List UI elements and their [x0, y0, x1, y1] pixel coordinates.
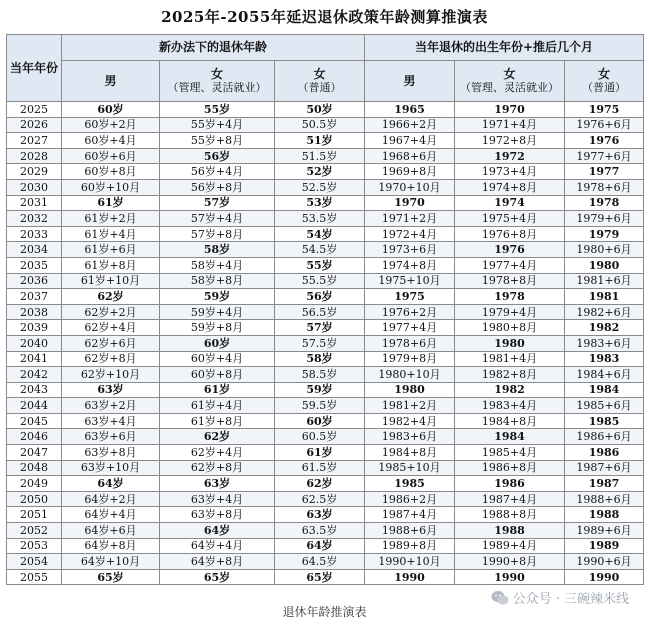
female-mgmt-age-cell: 56岁+4月 — [160, 164, 275, 180]
birth-female-mgmt-cell: 1988 — [455, 523, 565, 539]
female-normal-age-cell: 62岁 — [275, 476, 365, 492]
female-normal-header: 女 （普通） — [275, 61, 365, 102]
birth-female-normal-cell: 1984 — [565, 382, 644, 398]
female-mgmt-age-cell: 56岁 — [160, 148, 275, 164]
birth-male-cell: 1980+10月 — [365, 367, 455, 383]
female-normal-age-cell: 58岁 — [275, 351, 365, 367]
table-row — [7, 148, 644, 164]
birth-female-normal-cell: 1976+6月 — [565, 117, 644, 133]
table-row — [7, 257, 644, 273]
table-row — [7, 398, 644, 414]
birth-female-mgmt-cell: 1974 — [455, 195, 565, 211]
female-normal-age-cell: 54岁 — [275, 226, 365, 242]
birth-female-normal-cell: 1978+6月 — [565, 179, 644, 195]
table-row — [7, 351, 644, 367]
female-mgmt-age-cell: 57岁 — [160, 195, 275, 211]
birth-male-cell: 1971+2月 — [365, 211, 455, 227]
male-age-cell: 63岁+6月 — [62, 429, 160, 445]
female-mgmt-age-cell: 58岁+8月 — [160, 273, 275, 289]
birth-male-cell: 1985+10月 — [365, 460, 455, 476]
female-normal-age-cell: 63.5岁 — [275, 523, 365, 539]
birth-female-normal-cell: 1988 — [565, 507, 644, 523]
birth-female-mgmt-cell: 1971+4月 — [455, 117, 565, 133]
year-cell: 2037 — [7, 289, 62, 305]
birth-male-cell: 1973+6月 — [365, 242, 455, 258]
male-age-cell: 63岁 — [62, 382, 160, 398]
table-row — [7, 429, 644, 445]
male-age-cell: 63岁+4月 — [62, 413, 160, 429]
female-normal-age-cell: 51岁 — [275, 133, 365, 149]
female-mgmt-age-cell: 65岁 — [160, 569, 275, 585]
retirement-age-table — [6, 34, 644, 585]
male-age-cell: 61岁+8月 — [62, 257, 160, 273]
birth-female-mgmt-cell: 1972+8月 — [455, 133, 565, 149]
birth-female-mgmt-cell: 1985+4月 — [455, 445, 565, 461]
female-normal-age-cell: 54.5岁 — [275, 242, 365, 258]
female-normal-age-cell: 52岁 — [275, 164, 365, 180]
female-mgmt-age-cell: 64岁+4月 — [160, 538, 275, 554]
male-age-cell: 62岁+10月 — [62, 367, 160, 383]
female-mgmt-age-cell: 57岁+4月 — [160, 211, 275, 227]
birth-female-normal-cell: 1978 — [565, 195, 644, 211]
male-age-cell: 64岁+8月 — [62, 538, 160, 554]
female-mgmt-age-cell: 61岁+8月 — [160, 413, 275, 429]
female-normal-age-cell: 57岁 — [275, 320, 365, 336]
table-row — [7, 413, 644, 429]
male-age-cell: 62岁+8月 — [62, 351, 160, 367]
year-cell: 2033 — [7, 226, 62, 242]
female-mgmt-age-cell: 62岁+8月 — [160, 460, 275, 476]
new-retirement-age-header: 新办法下的退休年龄 — [62, 35, 365, 61]
table-row — [7, 476, 644, 492]
birth-female-normal-cell: 1983+6月 — [565, 335, 644, 351]
birth-female-normal-cell: 1980 — [565, 257, 644, 273]
female-mgmt-age-cell: 63岁+8月 — [160, 507, 275, 523]
female-mgmt-age-cell: 62岁 — [160, 429, 275, 445]
male-age-cell: 64岁+2月 — [62, 491, 160, 507]
birth-female-normal-cell: 1987+6月 — [565, 460, 644, 476]
female-mgmt-age-cell: 55岁 — [160, 102, 275, 118]
year-cell: 2044 — [7, 398, 62, 414]
female-normal-age-cell: 53.5岁 — [275, 211, 365, 227]
table-row — [7, 242, 644, 258]
table-row — [7, 367, 644, 383]
female-mgmt-age-cell: 64岁+8月 — [160, 554, 275, 570]
birth-female-mgmt-cell: 1982+8月 — [455, 367, 565, 383]
birth-female-normal-cell: 1977+6月 — [565, 148, 644, 164]
year-cell: 2025 — [7, 102, 62, 118]
year-cell: 2042 — [7, 367, 62, 383]
table-row — [7, 102, 644, 118]
year-cell: 2055 — [7, 569, 62, 585]
birth-female-mgmt-cell: 1987+4月 — [455, 491, 565, 507]
year-cell: 2052 — [7, 523, 62, 539]
female-normal-age-cell: 50岁 — [275, 102, 365, 118]
year-cell: 2040 — [7, 335, 62, 351]
male-age-cell: 65岁 — [62, 569, 160, 585]
birth-male-cell: 1969+8月 — [365, 164, 455, 180]
table-row — [7, 195, 644, 211]
birth-male-cell: 1984+8月 — [365, 445, 455, 461]
table-row — [7, 569, 644, 585]
female-mgmt-age-cell: 56岁+8月 — [160, 179, 275, 195]
table-row — [7, 507, 644, 523]
birth-male-cell: 1979+8月 — [365, 351, 455, 367]
table-row — [7, 335, 644, 351]
birth-male-cell: 1981+2月 — [365, 398, 455, 414]
table-row — [7, 554, 644, 570]
table-row — [7, 179, 644, 195]
birth-female-normal-cell: 1989 — [565, 538, 644, 554]
year-cell: 2049 — [7, 476, 62, 492]
birth-female-normal-cell: 1990+6月 — [565, 554, 644, 570]
birth-female-normal-cell: 1979 — [565, 226, 644, 242]
table-row — [7, 382, 644, 398]
year-cell: 2038 — [7, 304, 62, 320]
birth-female-normal-header: 女 （普通） — [565, 61, 644, 102]
year-cell: 2029 — [7, 164, 62, 180]
female-normal-age-cell: 63岁 — [275, 507, 365, 523]
female-normal-age-cell: 65岁 — [275, 569, 365, 585]
birth-male-cell: 1975 — [365, 289, 455, 305]
male-age-cell: 61岁+10月 — [62, 273, 160, 289]
female-mgmt-age-cell: 63岁+4月 — [160, 491, 275, 507]
birth-male-cell: 1967+4月 — [365, 133, 455, 149]
birth-male-cell: 1970 — [365, 195, 455, 211]
birth-female-mgmt-cell: 1975+4月 — [455, 211, 565, 227]
birth-male-cell: 1985 — [365, 476, 455, 492]
table-row — [7, 445, 644, 461]
birth-female-mgmt-cell: 1990+8月 — [455, 554, 565, 570]
male-age-cell: 60岁+2月 — [62, 117, 160, 133]
female-normal-age-cell: 60.5岁 — [275, 429, 365, 445]
birth-female-mgmt-cell: 1974+8月 — [455, 179, 565, 195]
female-mgmt-age-cell: 62岁+4月 — [160, 445, 275, 461]
birth-female-mgmt-cell: 1976 — [455, 242, 565, 258]
birth-female-normal-cell: 1981 — [565, 289, 644, 305]
year-cell: 2045 — [7, 413, 62, 429]
year-header: 当年年份 — [7, 35, 62, 102]
birth-female-mgmt-cell: 1982 — [455, 382, 565, 398]
birth-female-normal-cell: 1989+6月 — [565, 523, 644, 539]
birth-female-mgmt-cell: 1980 — [455, 335, 565, 351]
birth-female-normal-cell: 1977 — [565, 164, 644, 180]
birth-male-cell: 1972+4月 — [365, 226, 455, 242]
year-cell: 2030 — [7, 179, 62, 195]
female-mgmt-age-cell: 59岁+4月 — [160, 304, 275, 320]
table-row — [7, 226, 644, 242]
birth-male-cell: 1982+4月 — [365, 413, 455, 429]
female-mgmt-age-cell: 63岁 — [160, 476, 275, 492]
birth-male-cell: 1975+10月 — [365, 273, 455, 289]
table-row — [7, 538, 644, 554]
birth-female-mgmt-cell: 1986+8月 — [455, 460, 565, 476]
male-age-cell: 62岁+4月 — [62, 320, 160, 336]
year-cell: 2053 — [7, 538, 62, 554]
year-cell: 2048 — [7, 460, 62, 476]
birth-female-normal-cell: 1986 — [565, 445, 644, 461]
birth-female-mgmt-cell: 1986 — [455, 476, 565, 492]
female-mgmt-age-cell: 61岁+4月 — [160, 398, 275, 414]
birth-male-cell: 1974+8月 — [365, 257, 455, 273]
table-row — [7, 289, 644, 305]
female-normal-age-cell: 64岁 — [275, 538, 365, 554]
female-normal-age-cell: 52.5岁 — [275, 179, 365, 195]
female-mgmt-age-cell: 55岁+8月 — [160, 133, 275, 149]
birth-female-normal-cell: 1975 — [565, 102, 644, 118]
birth-male-cell: 1976+2月 — [365, 304, 455, 320]
birth-female-normal-cell: 1986+6月 — [565, 429, 644, 445]
female-mgmt-age-cell: 59岁+8月 — [160, 320, 275, 336]
birth-female-normal-cell: 1983 — [565, 351, 644, 367]
birth-male-cell: 1990 — [365, 569, 455, 585]
male-age-cell: 63岁+10月 — [62, 460, 160, 476]
birth-female-mgmt-cell: 1979+4月 — [455, 304, 565, 320]
table-row — [7, 304, 644, 320]
year-cell: 2046 — [7, 429, 62, 445]
male-age-cell: 64岁+10月 — [62, 554, 160, 570]
male-age-cell: 60岁+4月 — [62, 133, 160, 149]
birth-female-mgmt-cell: 1976+8月 — [455, 226, 565, 242]
male-age-cell: 61岁+4月 — [62, 226, 160, 242]
female-normal-age-cell: 60岁 — [275, 413, 365, 429]
birth-female-mgmt-cell: 1983+4月 — [455, 398, 565, 414]
year-cell: 2028 — [7, 148, 62, 164]
year-cell: 2026 — [7, 117, 62, 133]
table-body — [7, 102, 644, 585]
year-cell: 2043 — [7, 382, 62, 398]
female-normal-age-cell: 57.5岁 — [275, 335, 365, 351]
female-mgmt-age-cell: 60岁+4月 — [160, 351, 275, 367]
year-cell: 2036 — [7, 273, 62, 289]
birth-male-cell: 1989+8月 — [365, 538, 455, 554]
male-age-cell: 64岁 — [62, 476, 160, 492]
year-cell: 2050 — [7, 491, 62, 507]
birth-female-mgmt-header: 女 （管理、灵活就业） — [455, 61, 565, 102]
female-normal-age-cell: 62.5岁 — [275, 491, 365, 507]
table-row — [7, 164, 644, 180]
female-normal-age-cell: 61.5岁 — [275, 460, 365, 476]
birth-female-mgmt-cell: 1973+4月 — [455, 164, 565, 180]
female-normal-age-cell: 55.5岁 — [275, 273, 365, 289]
birth-female-mgmt-cell: 1990 — [455, 569, 565, 585]
male-age-cell: 64岁+6月 — [62, 523, 160, 539]
page-title: 2025年-2055年延迟退休政策年龄测算推演表 — [161, 8, 488, 26]
table-row — [7, 523, 644, 539]
birth-female-normal-cell: 1985+6月 — [565, 398, 644, 414]
birth-male-cell: 1978+6月 — [365, 335, 455, 351]
birth-female-mgmt-cell: 1977+4月 — [455, 257, 565, 273]
birth-male-cell: 1987+4月 — [365, 507, 455, 523]
male-age-cell: 60岁+6月 — [62, 148, 160, 164]
male-header: 男 — [62, 61, 160, 102]
table-caption: 退休年龄推演表 — [282, 605, 367, 619]
table-row — [7, 117, 644, 133]
female-mgmt-age-cell: 58岁+4月 — [160, 257, 275, 273]
male-age-cell: 61岁 — [62, 195, 160, 211]
birth-female-mgmt-cell: 1984 — [455, 429, 565, 445]
female-normal-age-cell: 64.5岁 — [275, 554, 365, 570]
female-mgmt-age-cell: 57岁+8月 — [160, 226, 275, 242]
birth-male-cell: 1986+2月 — [365, 491, 455, 507]
birth-female-mgmt-cell: 1978+8月 — [455, 273, 565, 289]
birth-female-mgmt-cell: 1970 — [455, 102, 565, 118]
female-mgmt-age-cell: 64岁 — [160, 523, 275, 539]
birth-female-normal-cell: 1984+6月 — [565, 367, 644, 383]
table-row — [7, 211, 644, 227]
female-mgmt-age-cell: 59岁 — [160, 289, 275, 305]
male-age-cell: 60岁 — [62, 102, 160, 118]
birth-female-normal-cell: 1982 — [565, 320, 644, 336]
birth-female-normal-cell: 1976 — [565, 133, 644, 149]
female-mgmt-age-cell: 58岁 — [160, 242, 275, 258]
male-age-cell: 60岁+10月 — [62, 179, 160, 195]
year-cell: 2047 — [7, 445, 62, 461]
birth-female-normal-cell: 1985 — [565, 413, 644, 429]
female-normal-age-cell: 59.5岁 — [275, 398, 365, 414]
birth-female-mgmt-cell: 1972 — [455, 148, 565, 164]
male-age-cell: 62岁 — [62, 289, 160, 305]
birth-female-mgmt-cell: 1981+4月 — [455, 351, 565, 367]
female-normal-age-cell: 58.5岁 — [275, 367, 365, 383]
female-normal-age-cell: 55岁 — [275, 257, 365, 273]
year-cell: 2027 — [7, 133, 62, 149]
table-row — [7, 491, 644, 507]
year-cell: 2039 — [7, 320, 62, 336]
birth-male-header: 男 — [365, 61, 455, 102]
birth-female-mgmt-cell: 1989+4月 — [455, 538, 565, 554]
table-row — [7, 133, 644, 149]
year-cell: 2041 — [7, 351, 62, 367]
birth-male-cell: 1988+6月 — [365, 523, 455, 539]
female-mgmt-header: 女 （管理、灵活就业） — [160, 61, 275, 102]
year-cell: 2032 — [7, 211, 62, 227]
birth-female-normal-cell: 1982+6月 — [565, 304, 644, 320]
female-normal-age-cell: 56.5岁 — [275, 304, 365, 320]
male-age-cell: 61岁+2月 — [62, 211, 160, 227]
female-normal-age-cell: 59岁 — [275, 382, 365, 398]
birth-male-cell: 1980 — [365, 382, 455, 398]
female-normal-age-cell: 51.5岁 — [275, 148, 365, 164]
year-cell: 2051 — [7, 507, 62, 523]
year-cell: 2035 — [7, 257, 62, 273]
birth-female-mgmt-cell: 1980+8月 — [455, 320, 565, 336]
birth-female-mgmt-cell: 1988+8月 — [455, 507, 565, 523]
birth-female-normal-cell: 1980+6月 — [565, 242, 644, 258]
birth-male-cell: 1966+2月 — [365, 117, 455, 133]
birth-female-normal-cell: 1979+6月 — [565, 211, 644, 227]
female-mgmt-age-cell: 61岁 — [160, 382, 275, 398]
birth-male-cell: 1970+10月 — [365, 179, 455, 195]
table-row — [7, 460, 644, 476]
female-normal-age-cell: 61岁 — [275, 445, 365, 461]
birth-female-mgmt-cell: 1978 — [455, 289, 565, 305]
birth-female-normal-cell: 1988+6月 — [565, 491, 644, 507]
female-normal-age-cell: 53岁 — [275, 195, 365, 211]
female-mgmt-age-cell: 60岁 — [160, 335, 275, 351]
male-age-cell: 62岁+2月 — [62, 304, 160, 320]
watermark-text: 公众号 · 三碗辣米线 — [512, 592, 629, 607]
birth-female-mgmt-cell: 1984+8月 — [455, 413, 565, 429]
birth-female-normal-cell: 1981+6月 — [565, 273, 644, 289]
birth-male-cell: 1965 — [365, 102, 455, 118]
male-age-cell: 61岁+6月 — [62, 242, 160, 258]
birth-male-cell: 1968+6月 — [365, 148, 455, 164]
male-age-cell: 63岁+8月 — [62, 445, 160, 461]
birth-female-normal-cell: 1990 — [565, 569, 644, 585]
birth-male-cell: 1990+10月 — [365, 554, 455, 570]
birth-year-header: 当年退休的出生年份+推后几个月 — [365, 35, 644, 61]
female-normal-age-cell: 50.5岁 — [275, 117, 365, 133]
female-normal-age-cell: 56岁 — [275, 289, 365, 305]
male-age-cell: 64岁+4月 — [62, 507, 160, 523]
year-cell: 2054 — [7, 554, 62, 570]
birth-female-normal-cell: 1987 — [565, 476, 644, 492]
male-age-cell: 62岁+6月 — [62, 335, 160, 351]
year-cell: 2031 — [7, 195, 62, 211]
year-cell: 2034 — [7, 242, 62, 258]
birth-male-cell: 1977+4月 — [365, 320, 455, 336]
female-mgmt-age-cell: 60岁+8月 — [160, 367, 275, 383]
birth-male-cell: 1983+6月 — [365, 429, 455, 445]
male-age-cell: 63岁+2月 — [62, 398, 160, 414]
table-row — [7, 320, 644, 336]
male-age-cell: 60岁+8月 — [62, 164, 160, 180]
table-row — [7, 273, 644, 289]
female-mgmt-age-cell: 55岁+4月 — [160, 117, 275, 133]
